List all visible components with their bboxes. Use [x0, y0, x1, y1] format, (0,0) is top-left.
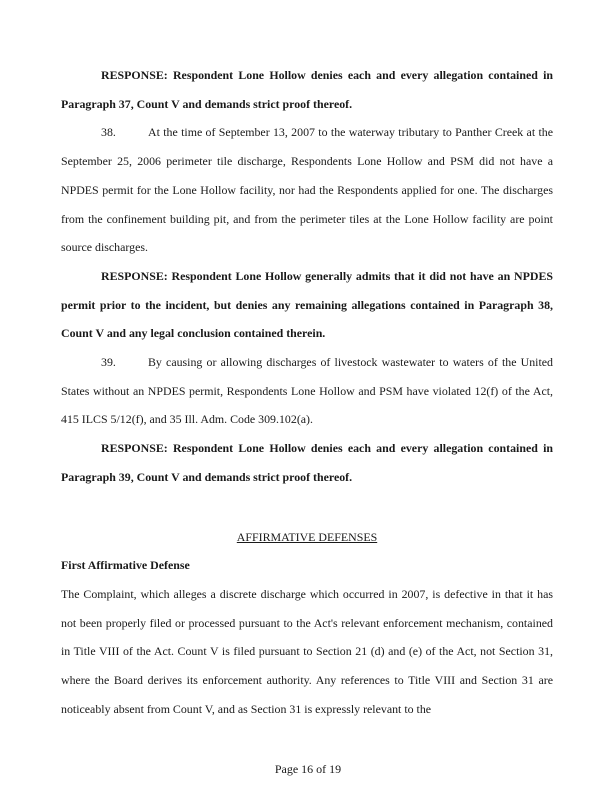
paragraph-39-text: By causing or allowing discharges of livestock wastewater to waters of the United States without an NPDES permit, Respondents Lone Hollow and PSM have violated 12(f) of the Act, 415 ILCS 5/12(f), and 35 Ill. Adm. Code 309.102(a). [61, 355, 553, 427]
response-paragraph-38 [61, 262, 553, 348]
page-number-footer: Page 16 of 19 [274, 762, 342, 776]
response-37-text: RESPONSE: Respondent Lone Hollow denies each and every allegation contained in Paragraph 37, Count V and demands strict proof thereof. [61, 68, 553, 111]
allegation-paragraph-39 [61, 348, 553, 434]
paragraph-38-text: At the time of September 13, 2007 to the waterway tributary to Panther Creek at the September 25, 2006 perimeter tile discharge, Respondents Lone Hollow and PSM did not have a NPDES permit for the Lone Hollow facility, nor had the Respondents applied for one. The discharges from the confinement building pit, and from the perimeter tiles at the Lone Hollow facility are point source discharges. [61, 125, 553, 255]
first-affirmative-defense-text: The Complaint, which alleges a discrete discharge which occurred in 2007, is defective in that it has not been properly filed or processed pursuant to the Act's relevant enforcement mechanism, contained in Title VIII of the Act. Count V is filed pursuant to Section 21 (d) and (e) of the Act, not Section 31, where the Board derives its enforcement authority. Any references to Title VIII and Section 31 are noticeably absent from Count V, and as Section 31 is expressly relevant to the [61, 586, 553, 716]
affirmative-defenses-heading: AFFIRMATIVE DEFENSES [236, 529, 378, 544]
paragraph-number-39: 39. [101, 355, 116, 370]
response-38-text: RESPONSE: Respondent Lone Hollow generally admits that it did not have an NPDES permit prior to the incident, but denies any remaining allegations contained in Paragraph 38, Count V and any legal conclusion contained therein. [61, 268, 553, 341]
allegation-paragraph-38 [61, 118, 553, 262]
response-39-text: RESPONSE: Respondent Lone Hollow denies each and every allegation contained in Paragraph 39, Count V and demands strict proof thereof. [61, 441, 553, 484]
response-paragraph-39 [61, 434, 553, 491]
document-body [61, 61, 553, 723]
first-affirmative-defense-subheading: First Affirmative Defense [61, 558, 190, 573]
paragraph-number-38: 38. [101, 125, 116, 140]
response-paragraph-37 [61, 61, 553, 118]
